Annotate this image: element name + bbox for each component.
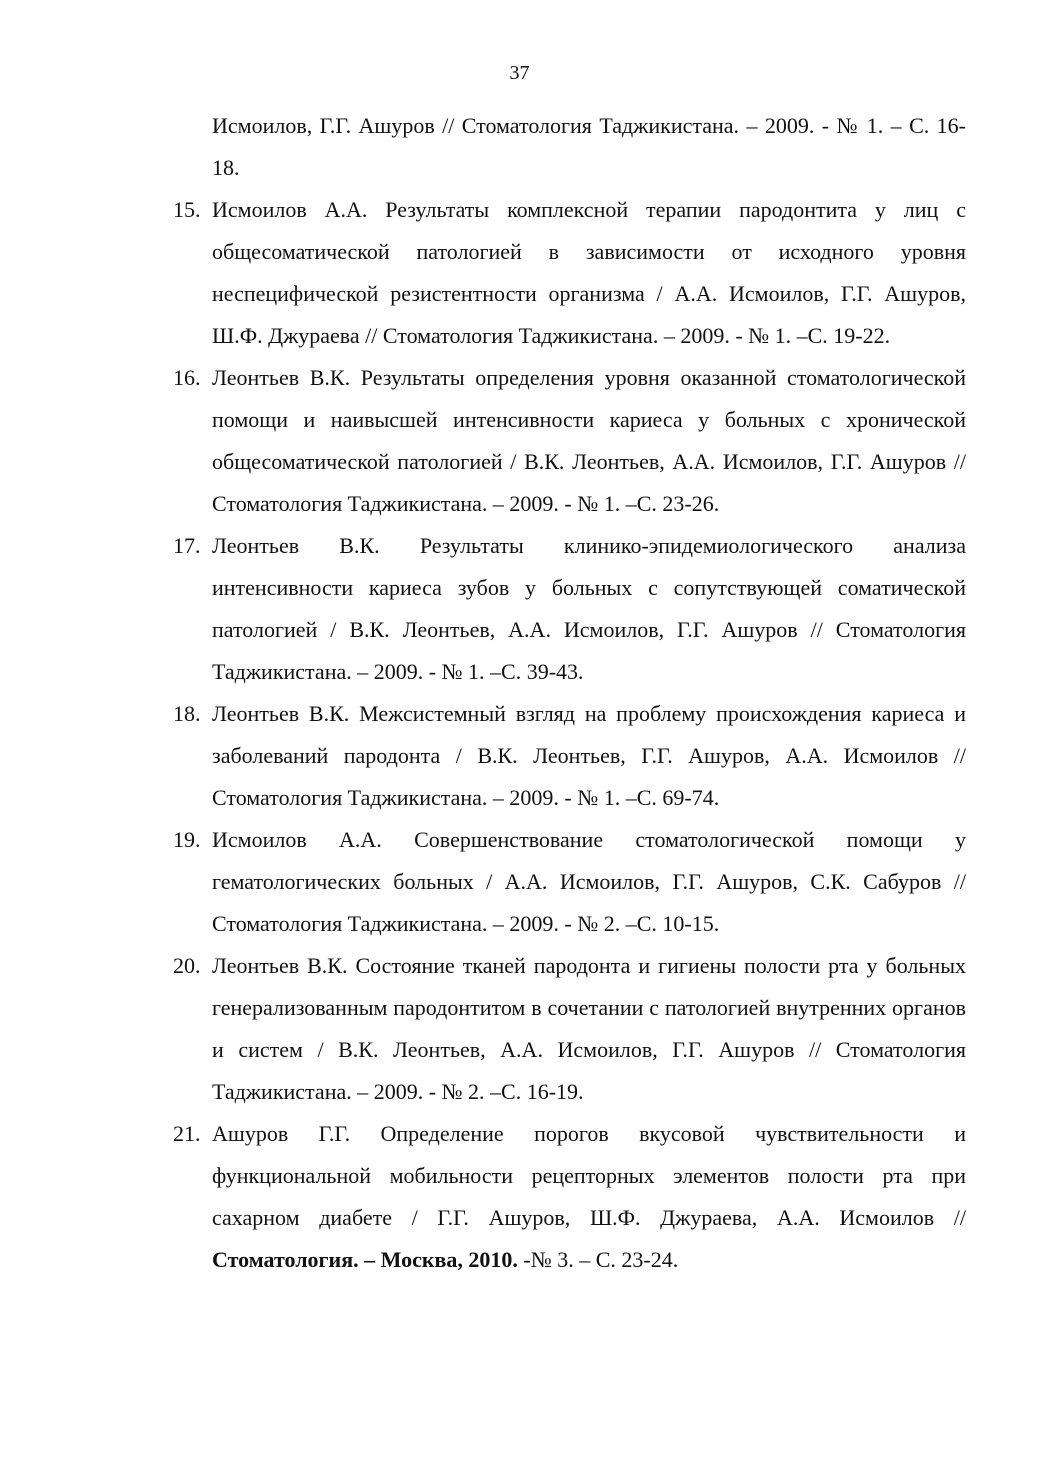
reference-number: 17. bbox=[173, 533, 201, 558]
reference-number: 15. bbox=[173, 197, 201, 222]
reference-number: 18. bbox=[173, 701, 201, 726]
reference-entry-19 bbox=[173, 819, 966, 945]
reference-text: Ашуров Г.Г. Определение порогов вкусовой чувствительности и функциональной мобильности рецепторных элементов полости рта при сахарном диабете / Г.Г. Ашуров, Ш.Ф. Джураева, А.А. Исмоилов // bbox=[212, 1121, 966, 1230]
reference-entry-20 bbox=[173, 945, 966, 1113]
reference-continuation: Исмоилов, Г.Г. Ашуров // Стоматология Таджикистана. – 2009. - № 1. – С. 16-18. bbox=[212, 113, 966, 180]
reference-text: Леонтьев В.К. Результаты определения уровня оказанной стоматологической помощи и наивысшей интенсивности кариеса у больных с хронической общесоматической патологией / В.К. Леонтьев, А.А. Исмоилов, Г.Г. Ашуров // Стоматология Таджикистана. – 2009. - № 1. –С. 23-26. bbox=[212, 365, 966, 516]
reference-entry-16 bbox=[173, 357, 966, 525]
reference-entry-21 bbox=[173, 1113, 966, 1281]
reference-number: 19. bbox=[173, 827, 201, 852]
reference-tail: -№ 3. – С. 23-24. bbox=[523, 1247, 679, 1272]
reference-entry-17 bbox=[173, 525, 966, 693]
reference-entry-18 bbox=[173, 693, 966, 819]
reference-list bbox=[173, 105, 966, 1281]
reference-text: Исмоилов А.А. Результаты комплексной терапии пародонтита у лиц с общесоматической патологией в зависимости от исходного уровня неспецифической резистентности организма / А.А. Исмоилов, Г.Г. Ашуров, Ш.Ф. Джураева // Стоматология Таджикистана. – 2009. - № 1. –С. 19-22. bbox=[212, 197, 966, 348]
reference-entry-15 bbox=[173, 189, 966, 357]
reference-number: 16. bbox=[173, 365, 201, 390]
reference-number: 21. bbox=[173, 1121, 201, 1146]
page-number: 37 bbox=[509, 62, 530, 84]
reference-text: Леонтьев В.К. Результаты клинико-эпидемиологического анализа интенсивности кариеса зубов у больных с сопутствующей соматической патологией / В.К. Леонтьев, А.А. Исмоилов, Г.Г. Ашуров // Стоматология Таджикистана. – 2009. - № 1. –С. 39-43. bbox=[212, 533, 966, 684]
reference-text: Леонтьев В.К. Состояние тканей пародонта и гигиены полости рта у больных генерализованным пародонтитом в сочетании с патологией внутренних органов и систем / В.К. Леонтьев, А.А. Исмоилов, Г.Г. Ашуров // Стоматология Таджикистана. – 2009. - № 2. –С. 16-19. bbox=[212, 953, 966, 1104]
reference-journal-bold: Стоматология. – Москва, 2010. bbox=[212, 1247, 518, 1272]
reference-number: 20. bbox=[173, 953, 201, 978]
reference-text: Леонтьев В.К. Межсистемный взгляд на проблему происхождения кариеса и заболеваний пародонта / В.К. Леонтьев, Г.Г. Ашуров, А.А. Исмоилов // Стоматология Таджикистана. – 2009. - № 1. –С. 69-74. bbox=[212, 701, 966, 810]
reference-text: Исмоилов А.А. Совершенствование стоматологической помощи у гематологических больных / А.А. Исмоилов, Г.Г. Ашуров, С.К. Сабуров // Стоматология Таджикистана. – 2009. - № 2. –С. 10-15. bbox=[212, 827, 966, 936]
